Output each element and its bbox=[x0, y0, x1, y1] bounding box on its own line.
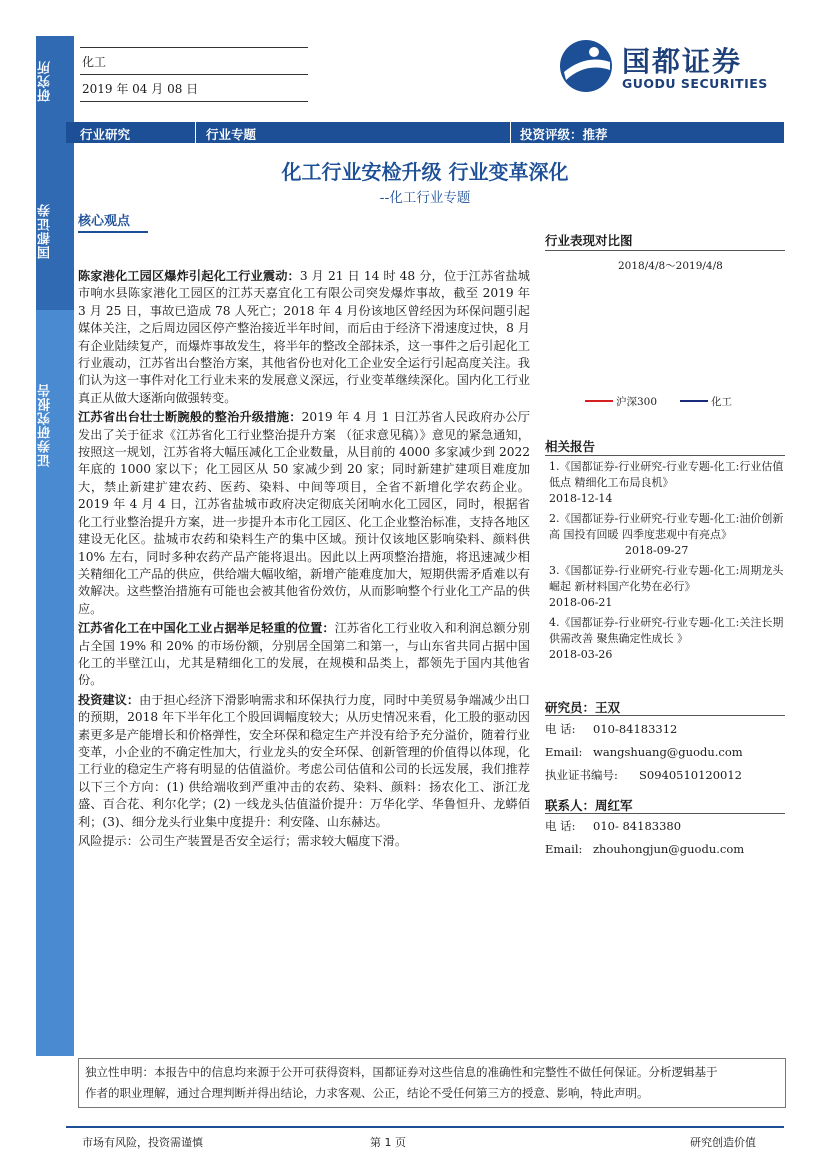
related-title-rule bbox=[545, 455, 785, 456]
paragraph-1-body: 3 月 21 日 14 时 48 分，位于江苏省盐城市响水县陈家港化工园区的江苏天嘉宜化工有限公司突发爆炸事故，截至 2019 年 3 月 25 日，事故已造成 78 人死亡；2018 年 4 月份该地区曾经因为环保问题引起媒体关注，之后周边园区停产整治接近半年时间，而后由于经济下滑速度过快，8 月有企业陆续复产，而爆炸事故发生，将半年的整改全部抹杀，这一事件之后引起化工行业震动，江苏省出台整治方案，其他省份也对化工企业安全运行引起高度关注。我们认为这一事件对化工行业未来的发展意义深远，行业变革继续深化。国内化工行业真正从做大逐渐向做强转变。 bbox=[78, 269, 530, 405]
analyst-title-rule bbox=[545, 715, 785, 716]
paragraph-1 bbox=[78, 268, 530, 407]
related-report-2-date: 2018-09-27 bbox=[625, 544, 689, 557]
page-title: 化工行业安检升级 行业变革深化 bbox=[281, 160, 569, 184]
perf-title-rule bbox=[545, 250, 785, 251]
perf-chart-title: 行业表现对比图 bbox=[545, 233, 633, 248]
paragraph-4-lead: 投资建议： bbox=[78, 692, 140, 707]
core-heading-underline bbox=[78, 231, 148, 233]
contact-email[interactable]: zhouhongjun@guodu.com bbox=[593, 842, 745, 856]
sidebar-label-brand: 国都证券 bbox=[38, 203, 53, 259]
related-report-4[interactable] bbox=[549, 615, 785, 663]
perf-date-range: 2018/4/8～2019/4/8 bbox=[618, 260, 723, 272]
header-rule-top bbox=[80, 47, 308, 48]
risk-warning: 风险提示：公司生产装置是否安全运行；需求较大幅度下滑。 bbox=[78, 834, 408, 848]
legend-swatch-chemical bbox=[680, 400, 708, 402]
contact-title: 联系人：周红军 bbox=[545, 798, 633, 813]
rating-label: 投资评级：推荐 bbox=[520, 127, 608, 142]
left-sidebar-lower bbox=[36, 310, 74, 1056]
footer-page-number: 第 1 页 bbox=[370, 1136, 406, 1149]
paragraph-3 bbox=[78, 620, 530, 690]
contact-email-label: Email: bbox=[545, 842, 583, 856]
related-report-3-date: 2018-06-21 bbox=[549, 596, 613, 609]
footer-right: 研究创造价值 bbox=[690, 1136, 756, 1149]
related-reports-list bbox=[549, 459, 785, 663]
disclaimer-line-1: 独立性申明：本报告中的信息均来源于公开可获得资料，国都证券对这些信息的准确性和完整性不做任何保证。分析逻辑基于 bbox=[85, 1065, 718, 1079]
related-report-1-title: 1.《国都证券-行业研究-行业专题-化工:行业估值低点 精细化工布局良机》 bbox=[549, 460, 784, 489]
related-report-2[interactable] bbox=[549, 511, 785, 559]
related-report-1[interactable] bbox=[549, 459, 785, 507]
legend-swatch-hs300 bbox=[585, 400, 613, 402]
analyst-cert-row bbox=[545, 766, 785, 785]
bar-divider-1 bbox=[195, 122, 196, 143]
core-heading: 核心观点 bbox=[78, 214, 131, 229]
footer-rule bbox=[66, 1126, 784, 1128]
legend-label-hs300: 沪深300 bbox=[616, 396, 658, 408]
bar-divider-2 bbox=[510, 122, 511, 143]
legend-label-chemical: 化工 bbox=[711, 396, 732, 408]
category-bar bbox=[66, 122, 784, 143]
analyst-email[interactable]: wangshuang@guodu.com bbox=[593, 745, 743, 759]
related-report-1-date: 2018-12-14 bbox=[549, 492, 613, 505]
analyst-phone: 010-84183312 bbox=[593, 722, 678, 736]
related-report-3-title: 3.《国都证券-行业研究-行业专题-化工:周期龙头崛起 新材料国产化势在必行》 bbox=[549, 564, 784, 593]
footer-left: 市场有风险，投资需谨慎 bbox=[82, 1136, 203, 1149]
main-text-column bbox=[78, 268, 530, 852]
analyst-phone-row bbox=[545, 720, 785, 739]
disclaimer-line-2: 作者的职业理解，通过合理判断并得出结论，力求客观、公正，结论不受任何第三方的授意、影响，特此声明。 bbox=[85, 1086, 649, 1100]
category-label: 行业研究 bbox=[80, 127, 131, 142]
paragraph-2 bbox=[78, 409, 530, 618]
paragraph-4 bbox=[78, 692, 530, 831]
analyst-contact bbox=[545, 720, 785, 785]
header-date: 2019 年 04 月 08 日 bbox=[82, 82, 199, 96]
paragraph-3-lead: 江苏省化工在中国化工业占据举足轻重的位置： bbox=[78, 621, 335, 636]
related-report-4-date: 2018-03-26 bbox=[549, 648, 613, 661]
sidebar-label-research: 研究所 bbox=[38, 60, 53, 102]
paragraph-4-body: 由于担心经济下滑影响需求和环保执行力度，同时中美贸易争端减少出口的预期，2018 年下半年化工个股回调幅度较大；从历史情况来看，化工股的驱动因素更多是产能增长和价格弹性，安全环保和稳定生产并没有给予充分溢价，随着行业变革，小企业的不确定性加大，行业龙头的安全环保、创新管理的价值得以体现，化工行业的稳定生产将有明显的估值溢价。考虑公司估值和公司的长远发展，我们推荐以下三个方向：(1) 供给端收到严重冲击的农药、染料、颜料：扬农化工、浙江龙盛、百合花、利尔化学；(2) 一线龙头估值溢价提升：万华化学、华鲁恒升、龙蟒佰利；(3)、细分龙头行业集中度提升：利安隆、山东赫达。 bbox=[78, 692, 531, 829]
page-subtitle: --化工行业专题 bbox=[379, 190, 471, 206]
contact-phone: 010- 84183380 bbox=[593, 819, 682, 833]
header-industry: 化工 bbox=[82, 55, 107, 69]
logo-en-text: GUODU SECURITIES bbox=[622, 76, 768, 91]
analyst-title: 研究员：王双 bbox=[545, 700, 621, 715]
contact-phone-row bbox=[545, 817, 785, 836]
contact-phone-label: 电 话: bbox=[545, 819, 576, 833]
analyst-cert-label: 执业证书编号: bbox=[545, 768, 618, 782]
paragraph-1-lead: 陈家港化工园区爆炸引起化工行业震动： bbox=[78, 269, 300, 283]
contact-email-row bbox=[545, 840, 785, 859]
analyst-phone-label: 电 话: bbox=[545, 722, 576, 736]
paragraph-3-body: 江苏省化工行业收入和利润总额分别占全国 19% 和 20% 的市场份额，分别居全国第二和第一，与山东省共同占据中国化工的半壁江山，尤其是精细化工的发展，在规模和品类上，都领先于国内其他省份。 bbox=[78, 621, 531, 688]
logo-cn-text: 国都证券 bbox=[622, 45, 743, 78]
company-logo-icon bbox=[556, 36, 616, 96]
perf-chart-area bbox=[550, 278, 780, 388]
analyst-email-row bbox=[545, 743, 785, 762]
paragraph-2-body: 2019 年 4 月 1 日江苏省人民政府办公厅发出了关于征求《江苏省化工行业整治提升方案 （征求意见稿）》意见的紧急通知，按照这一规划，江苏省将大幅压减化工企业数量，从目前的 4000 多家减少到 2022 年底的 1000 家以下；化工园区从 50 家减少到 20 家；同时新建扩建项目难度加大，禁止新建扩建农药、医药、染料、中间等项目，全省不新增化学农药企业。2019 年 4 月 4 日，江苏省盐城市政府决定彻底关闭响水化工园区，同时，根据省化工行业整治提升方案，进一步提升本市化工园区、化工企业整治标准，支持各地区建设无化区。盐城市农药和染料生产的集中区域。预计仅该地区影响染料、颜料供 10% 左右，同时多种农药产品产能将退出。因此以上两项整治措施，将迅速减少相关精细化工产品的供应，供给端大幅收缩，新增产能难度加大，短期供需矛盾难以有效解决。这些整治措施有可能也会被其他省份效仿，从而影响整个行业化工产品的供应。 bbox=[78, 410, 530, 616]
disclaimer-box bbox=[78, 1058, 786, 1108]
paragraph-2-lead: 江苏省出台壮士断腕般的整治升级措施： bbox=[78, 410, 302, 425]
contact-info bbox=[545, 817, 785, 859]
contact-title-rule bbox=[545, 813, 785, 814]
related-report-3[interactable] bbox=[549, 563, 785, 611]
header-rule-bottom bbox=[80, 101, 308, 102]
type-label: 行业专题 bbox=[206, 127, 257, 142]
analyst-email-label: Email: bbox=[545, 745, 583, 759]
analyst-cert: S0940510120012 bbox=[639, 768, 742, 782]
related-report-4-title: 4.《国都证券-行业研究-行业专题-化工:关注长期供需改善 聚焦确定性成长 》 bbox=[549, 616, 784, 645]
related-reports-title: 相关报告 bbox=[545, 439, 596, 454]
related-report-2-title: 2.《国都证券-行业研究-行业专题-化工:油价创新高 国投有回暖 四季度悲观中有亮点》 bbox=[549, 512, 784, 541]
header-rule-mid bbox=[80, 74, 308, 75]
sidebar-label-report: 证券研究报告 bbox=[38, 383, 53, 467]
